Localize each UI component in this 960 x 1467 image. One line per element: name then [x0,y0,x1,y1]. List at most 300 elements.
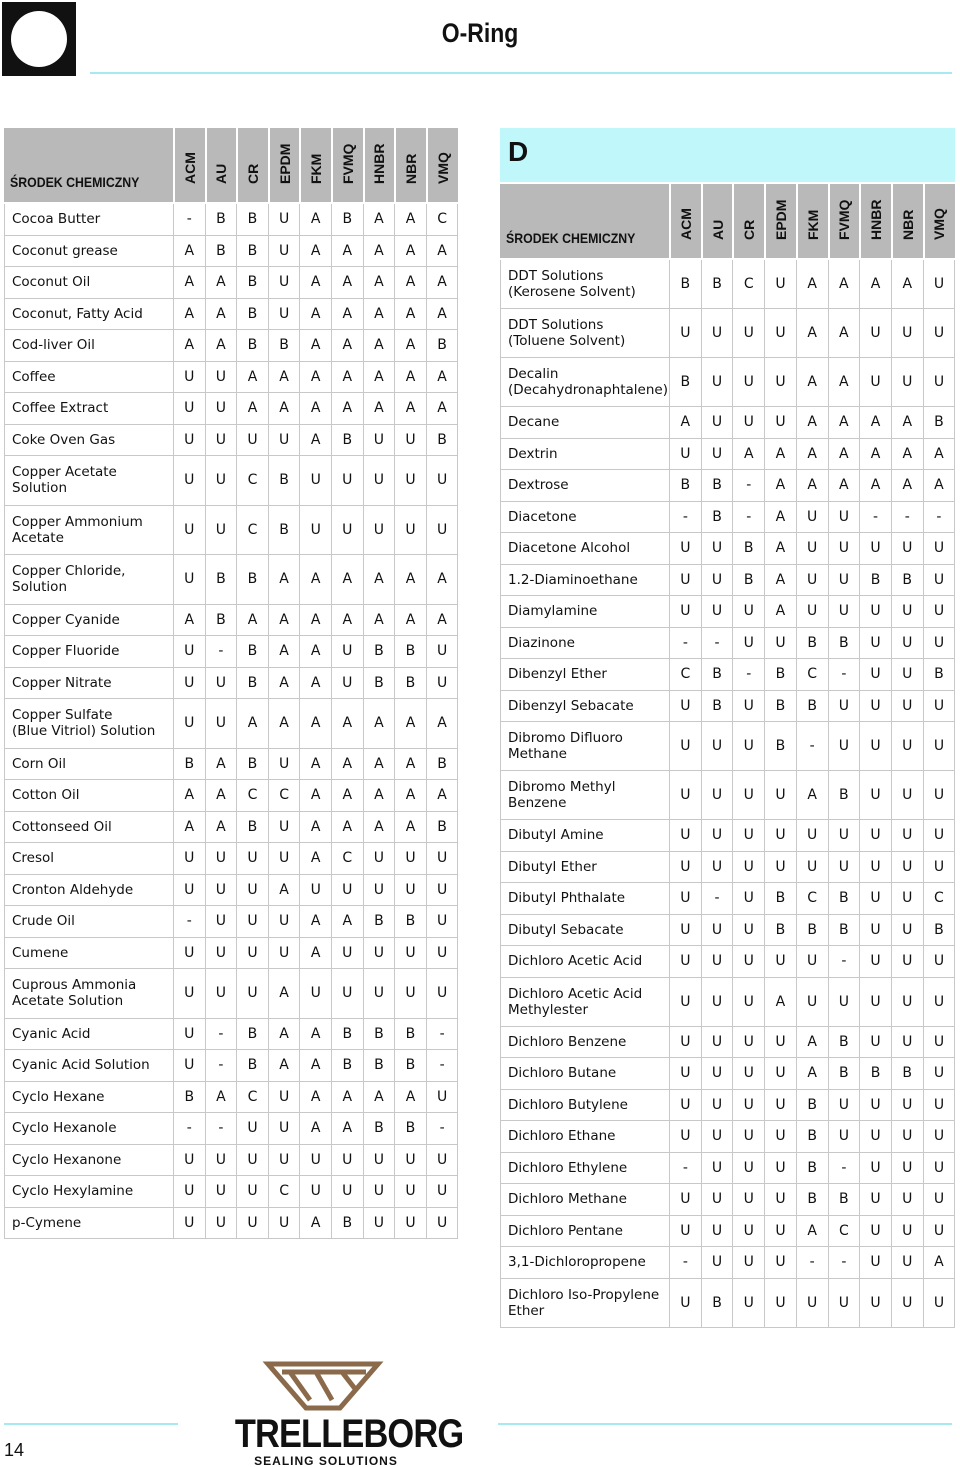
left-resistance-table [4,128,458,1239]
table-row [500,852,955,884]
rating-au: U [701,1184,733,1215]
substance-name: Cottonseed Oil [4,812,173,843]
rating-nbr: U [394,843,426,874]
table-row [4,1113,458,1145]
rating-au: B [205,605,237,636]
rating-fkm: B [796,1121,828,1152]
rating-vmq: U [923,1279,955,1327]
rating-vmq: U [426,938,458,969]
substance-name: Dichloro Butylene [500,1090,669,1121]
rating-nbr: A [891,407,923,438]
rating-vmq: U [923,1216,955,1247]
rating-epdm: A [268,362,300,393]
substance-name: Corn Oil [4,749,173,780]
table-row [4,969,458,1019]
rating-epdm: U [268,1113,300,1144]
rating-nbr: U [891,852,923,883]
rating-fvmq: A [331,780,363,811]
table-row [500,978,955,1027]
rating-vmq: C [923,883,955,914]
table-row [500,771,955,820]
column-header-epdm [764,184,796,260]
rating-nbr: U [891,915,923,946]
rating-acm: U [173,938,205,969]
rating-fvmq: U [828,1121,860,1152]
rating-acm: U [669,978,701,1026]
rating-acm: U [669,533,701,564]
table-row [4,749,458,781]
rating-vmq: U [923,978,955,1026]
rating-au: - [205,1050,237,1081]
rating-epdm: A [268,668,300,699]
column-header-label: NBR [899,209,916,240]
substance-name: Dibromo Difluoro Methane [500,722,669,770]
rating-epdm: U [268,1145,300,1176]
rating-fvmq: A [331,555,363,604]
rating-fkm: B [796,1184,828,1215]
rating-fkm: U [796,596,828,627]
rating-fkm: U [796,502,828,533]
rating-epdm: U [268,425,300,456]
rating-cr: U [732,1027,764,1058]
rating-nbr: U [891,771,923,819]
rating-acm: U [173,393,205,424]
rating-nbr: U [891,1153,923,1184]
rating-fkm: A [796,470,828,501]
rating-fvmq: A [828,439,860,470]
rating-vmq: U [426,969,458,1018]
rating-hnbr: B [859,1058,891,1089]
rating-nbr: B [891,1058,923,1089]
rating-nbr: A [394,1082,426,1113]
rating-acm: U [173,456,205,505]
substance-name: Copper Ammonium Acetate [4,506,173,555]
rating-vmq: U [923,722,955,770]
rating-epdm: U [268,236,300,267]
substance-name: Dichloro Acetic Acid [500,946,669,977]
column-header-au [205,128,237,204]
rating-au: U [701,722,733,770]
rating-epdm: U [268,267,300,298]
rating-cr: A [732,439,764,470]
rating-nbr: U [394,969,426,1018]
rating-vmq: U [426,668,458,699]
rating-epdm: U [268,906,300,937]
rating-fvmq: A [828,407,860,438]
rating-cr: A [236,699,268,748]
substance-name: Coconut Oil [4,267,173,298]
rating-fkm: U [796,852,828,883]
rating-au: B [205,204,237,235]
rating-acm: U [173,362,205,393]
table-row [4,236,458,268]
rating-cr: U [236,906,268,937]
rating-acm: U [669,1027,701,1058]
rating-vmq: U [923,1184,955,1215]
rating-fkm: A [299,812,331,843]
rating-cr: U [732,691,764,722]
rating-vmq: - [426,1050,458,1081]
rating-fkm: U [796,820,828,851]
rating-fvmq: U [331,668,363,699]
rating-acm: U [173,1176,205,1207]
rating-hnbr: U [859,659,891,690]
rating-au: U [701,439,733,470]
rating-hnbr: U [363,843,395,874]
rating-vmq: A [426,605,458,636]
rating-au: U [701,565,733,596]
rating-hnbr: U [859,691,891,722]
rating-fvmq: A [828,470,860,501]
rating-cr: B [732,565,764,596]
rating-epdm: B [764,883,796,914]
rating-fvmq: B [331,1208,363,1239]
rating-vmq: U [923,596,955,627]
circle-icon [11,11,67,67]
substance-name: Coffee Extract [4,393,173,424]
substance-name: Cyanic Acid [4,1019,173,1050]
table-row [4,555,458,605]
rating-fkm: A [796,1058,828,1089]
substance-name: Copper Sulfate (Blue Vitriol) Solution [4,699,173,748]
table-row [500,309,955,358]
rating-nbr: U [891,1184,923,1215]
rating-nbr: B [394,636,426,667]
table-row [4,425,458,457]
rating-cr: U [236,1145,268,1176]
rating-hnbr: U [859,883,891,914]
rating-fkm: A [299,1082,331,1113]
rating-fvmq: A [331,906,363,937]
substance-name: Cronton Aldehyde [4,875,173,906]
rating-nbr: U [394,938,426,969]
rating-fvmq: A [331,1113,363,1144]
rating-hnbr: A [363,236,395,267]
rating-nbr: U [394,1208,426,1239]
rating-fvmq: A [331,749,363,780]
rating-vmq: - [923,502,955,533]
rating-acm: U [173,843,205,874]
rating-vmq: U [426,636,458,667]
rating-fvmq: A [331,699,363,748]
rating-fkm: A [299,906,331,937]
rating-cr: U [732,883,764,914]
column-header-label: FVMQ [836,199,853,240]
substance-name: Dichloro Iso-Propylene Ether [500,1279,669,1327]
rating-hnbr: A [363,330,395,361]
rating-fkm: A [299,843,331,874]
column-header-hnbr [859,184,891,260]
rating-cr: B [236,330,268,361]
rating-au: B [205,236,237,267]
rating-fvmq: U [828,691,860,722]
substance-name: Diacetone [500,502,669,533]
rating-fkm: U [299,456,331,505]
rating-fkm: U [299,969,331,1018]
rating-au: U [701,407,733,438]
rating-vmq: U [426,906,458,937]
table-row [500,883,955,915]
substance-name: Dichloro Ethane [500,1121,669,1152]
page-title: O-Ring [441,18,519,48]
rating-fkm: A [299,699,331,748]
rating-fkm: U [796,533,828,564]
rating-cr: U [732,309,764,357]
rating-fkm: A [299,668,331,699]
rating-epdm: U [764,820,796,851]
rating-nbr: B [394,1019,426,1050]
rating-fvmq: U [828,533,860,564]
substance-name: Dichloro Methane [500,1184,669,1215]
rating-fkm: U [299,506,331,555]
rating-acm: - [173,906,205,937]
substance-name: Cyanic Acid Solution [4,1050,173,1081]
rating-hnbr: U [363,1145,395,1176]
rating-fkm: B [796,1153,828,1184]
rating-epdm: A [764,565,796,596]
rating-cr: B [236,1050,268,1081]
table-header [500,184,955,260]
column-header-acm [173,128,205,204]
rating-fvmq: U [828,596,860,627]
substance-name: Copper Acetate Solution [4,456,173,505]
page-number: 14 [4,1440,25,1460]
rating-fvmq: A [331,362,363,393]
rating-fvmq: B [331,1050,363,1081]
rating-epdm: B [268,330,300,361]
rating-hnbr: A [363,204,395,235]
rating-epdm: U [764,260,796,308]
rating-acm: U [173,1050,205,1081]
rating-fvmq: B [828,1184,860,1215]
rating-au: B [701,470,733,501]
rating-nbr: A [394,812,426,843]
rating-nbr: B [394,668,426,699]
rating-fvmq: B [828,628,860,659]
rating-fvmq: A [828,260,860,308]
rating-hnbr: U [363,1176,395,1207]
column-header-vmq [426,128,458,204]
rating-cr: U [732,1121,764,1152]
rating-au: - [205,1113,237,1144]
rating-vmq: A [426,267,458,298]
rating-acm: U [669,820,701,851]
rating-nbr: A [394,605,426,636]
rating-nbr: U [891,1090,923,1121]
rating-hnbr: U [859,946,891,977]
rating-epdm: U [764,1247,796,1278]
rating-hnbr: A [363,605,395,636]
rating-fkm: A [299,362,331,393]
table-row [4,605,458,637]
rating-acm: U [669,852,701,883]
column-header-acm [669,184,701,260]
rating-cr: U [236,1208,268,1239]
rating-vmq: A [923,439,955,470]
rating-fvmq: B [828,1058,860,1089]
rating-epdm: U [268,938,300,969]
rating-au: B [701,691,733,722]
rating-au: U [701,978,733,1026]
rating-epdm: U [268,1082,300,1113]
rating-vmq: U [923,358,955,406]
rating-acm: U [173,636,205,667]
table-row [500,1184,955,1216]
rating-vmq: U [426,843,458,874]
rating-fkm: U [299,1145,331,1176]
column-header-label: AU [709,219,726,240]
rating-vmq: - [426,1019,458,1050]
rating-au: U [701,533,733,564]
rating-acm: U [669,1090,701,1121]
table-row [500,628,955,660]
rating-acm: U [669,1216,701,1247]
rating-hnbr: U [859,1279,891,1327]
rating-fkm: A [299,555,331,604]
table-row [4,204,458,236]
rating-au: U [205,456,237,505]
column-header-label: FKM [308,153,325,184]
rating-nbr: U [394,506,426,555]
rating-cr: C [236,780,268,811]
rating-acm: - [669,628,701,659]
rating-acm: U [173,1208,205,1239]
rating-nbr: A [891,439,923,470]
rating-hnbr: - [859,502,891,533]
rating-acm: U [173,875,205,906]
column-header-cr [236,128,268,204]
rating-vmq: B [426,812,458,843]
rating-cr: B [236,812,268,843]
rating-nbr: B [394,1050,426,1081]
substance-name: Dibutyl Ether [500,852,669,883]
rating-au: U [701,596,733,627]
rating-epdm: A [268,555,300,604]
rating-cr: U [732,358,764,406]
rating-epdm: C [268,780,300,811]
substance-name: Coconut, Fatty Acid [4,299,173,330]
rating-fvmq: A [331,236,363,267]
rating-cr: U [732,1216,764,1247]
rating-fvmq: A [331,330,363,361]
rating-au: U [205,425,237,456]
column-header-label: EPDM [772,199,789,240]
rating-hnbr: A [363,299,395,330]
rating-cr: U [732,407,764,438]
substance-name: Dibutyl Sebacate [500,915,669,946]
rating-nbr: A [394,236,426,267]
substance-name: Dibutyl Phthalate [500,883,669,914]
rating-vmq: U [923,628,955,659]
rating-nbr: U [891,1121,923,1152]
rating-acm: U [669,722,701,770]
rating-epdm: U [764,1153,796,1184]
rating-fvmq: U [331,456,363,505]
rating-fkm: - [796,722,828,770]
rating-cr: U [732,596,764,627]
table-row [500,915,955,947]
rating-hnbr: B [859,565,891,596]
rating-nbr: U [891,722,923,770]
rating-au: B [701,502,733,533]
rating-acm: B [173,749,205,780]
rating-fvmq: B [331,1019,363,1050]
rating-nbr: U [891,691,923,722]
rating-hnbr: U [859,820,891,851]
rating-fkm: A [299,1208,331,1239]
rating-hnbr: U [859,309,891,357]
rating-acm: - [669,502,701,533]
rating-vmq: U [923,1090,955,1121]
rating-nbr: U [891,883,923,914]
rating-epdm: B [764,722,796,770]
rating-vmq: U [923,771,955,819]
rating-fkm: A [796,1216,828,1247]
rating-au: A [205,1082,237,1113]
substance-name: Coconut grease [4,236,173,267]
rating-vmq: B [426,425,458,456]
rating-epdm: A [268,393,300,424]
substance-name: Cresol [4,843,173,874]
rating-hnbr: U [859,358,891,406]
substance-name: 1.2-Diaminoethane [500,565,669,596]
column-header-label: FKM [804,209,821,240]
rating-au: U [205,668,237,699]
rating-acm: U [669,946,701,977]
table-row [500,1216,955,1248]
column-header-hnbr [363,128,395,204]
rating-vmq: A [426,393,458,424]
rating-epdm: U [268,1208,300,1239]
rating-acm: - [173,204,205,235]
rating-acm: U [669,883,701,914]
rating-nbr: U [891,978,923,1026]
rating-fkm: A [796,439,828,470]
rating-fkm: A [796,358,828,406]
rating-fkm: U [796,1279,828,1327]
substance-name: Copper Cyanide [4,605,173,636]
substance-name: Cocoa Butter [4,204,173,235]
table-row [4,780,458,812]
table-row [500,439,955,471]
rating-fkm: B [796,1090,828,1121]
rating-hnbr: U [363,969,395,1018]
rating-cr: C [732,260,764,308]
rating-acm: U [669,1058,701,1089]
rating-hnbr: A [363,555,395,604]
table-row [500,596,955,628]
rating-hnbr: U [859,722,891,770]
rating-hnbr: U [363,506,395,555]
rating-hnbr: A [363,362,395,393]
table-row [500,691,955,723]
rating-vmq: U [923,946,955,977]
rating-hnbr: A [363,812,395,843]
rating-epdm: U [764,852,796,883]
rating-fkm: A [796,407,828,438]
table-row [500,260,955,309]
rating-acm: U [173,1019,205,1050]
rating-cr: U [236,969,268,1018]
rating-fvmq: A [828,309,860,357]
rating-cr: U [732,722,764,770]
rating-au: U [701,1090,733,1121]
table-row [4,938,458,970]
rating-nbr: U [891,309,923,357]
brand-tagline: SEALING SOLUTIONS [254,1454,398,1467]
column-header-label: FVMQ [339,143,356,184]
rating-epdm: A [764,502,796,533]
